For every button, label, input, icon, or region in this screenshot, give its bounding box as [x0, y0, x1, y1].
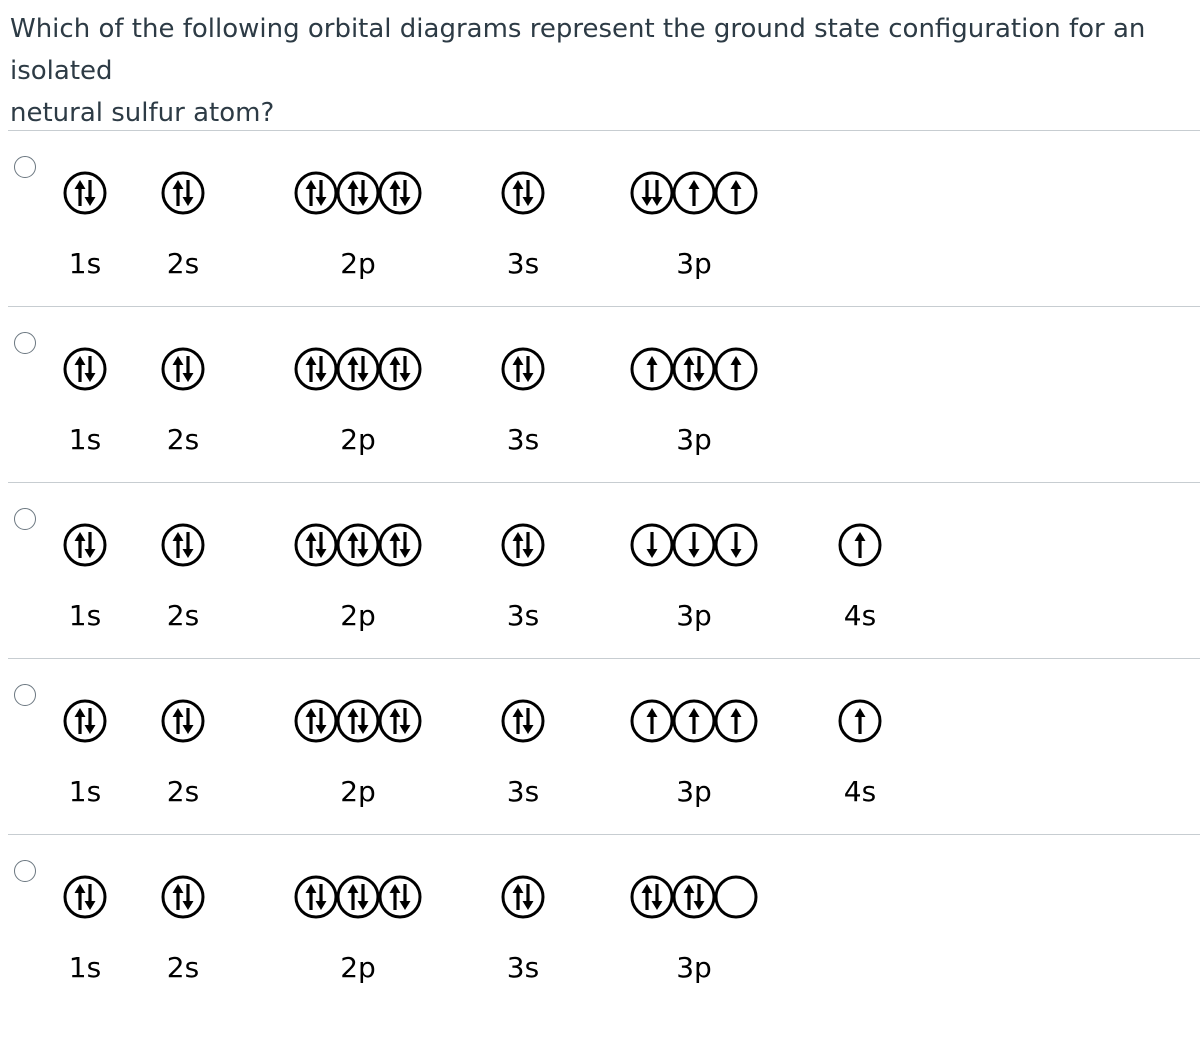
spin-down-arrow	[523, 532, 534, 558]
spin-down-arrow	[183, 356, 194, 382]
spin-down-arrow	[400, 180, 411, 206]
spin-up-arrow	[684, 356, 695, 382]
question-text	[10, 8, 1190, 134]
spin-down-arrow	[652, 180, 663, 206]
orbital-label: 4s	[843, 775, 877, 808]
spin-up-arrow	[173, 884, 184, 910]
spin-up-arrow	[390, 180, 401, 206]
spin-down-arrow	[183, 180, 194, 206]
spin-down-arrow	[316, 532, 327, 558]
option-diagram-4	[65, 701, 880, 808]
orbital-label: 3p	[676, 599, 712, 632]
orbital-label: 3p	[676, 775, 712, 808]
orbital-circle	[380, 701, 420, 741]
spin-up-arrow	[513, 708, 524, 734]
orbital-circle	[716, 877, 756, 917]
spin-down-arrow	[358, 708, 369, 734]
spin-down-arrow	[358, 532, 369, 558]
option-diagram-3	[65, 525, 880, 632]
orbital-circle	[632, 877, 672, 917]
spin-up-arrow	[173, 180, 184, 206]
orbital-label: 3s	[506, 951, 540, 984]
option-divider	[8, 306, 1200, 307]
orbital-label: 3s	[506, 247, 540, 280]
spin-down-arrow	[731, 532, 742, 558]
orbital-circle	[840, 525, 880, 565]
spin-up-arrow	[731, 356, 742, 382]
spin-down-arrow	[400, 532, 411, 558]
orbital-label: 2p	[340, 423, 376, 456]
orbital-label: 2p	[340, 247, 376, 280]
orbital-label: 2s	[166, 247, 200, 280]
spin-down-arrow	[642, 180, 653, 206]
spin-up-arrow	[689, 708, 700, 734]
orbital-circle	[163, 349, 203, 389]
spin-down-arrow	[358, 884, 369, 910]
spin-up-arrow	[173, 532, 184, 558]
spin-up-arrow	[642, 884, 653, 910]
orbital-label: 2s	[166, 951, 200, 984]
option-divider	[8, 834, 1200, 835]
option-radio-2[interactable]	[14, 332, 36, 354]
orbital-label: 1s	[68, 423, 102, 456]
spin-down-arrow	[523, 708, 534, 734]
option-diagram-5	[65, 877, 756, 984]
question-line-1: Which of the following orbital diagrams represent the ground state configuration for an isolated	[10, 14, 1146, 86]
spin-up-arrow	[513, 356, 524, 382]
orbital-circle	[503, 877, 543, 917]
spin-down-arrow	[358, 180, 369, 206]
spin-down-arrow	[85, 532, 96, 558]
spin-down-arrow	[85, 708, 96, 734]
spin-down-arrow	[523, 884, 534, 910]
orbital-circle	[296, 173, 336, 213]
orbital-circle	[674, 349, 714, 389]
orbital-label: 3p	[676, 423, 712, 456]
orbital-circle	[163, 877, 203, 917]
spin-up-arrow	[75, 708, 86, 734]
orbital-label: 3s	[506, 775, 540, 808]
spin-down-arrow	[183, 708, 194, 734]
orbital-label: 2s	[166, 599, 200, 632]
orbital-circle	[338, 877, 378, 917]
spin-up-arrow	[689, 180, 700, 206]
orbital-label: 3p	[676, 951, 712, 984]
orbital-circle	[503, 525, 543, 565]
orbital-circle	[338, 701, 378, 741]
orbital-circle	[716, 173, 756, 213]
orbital-label: 1s	[68, 775, 102, 808]
spin-up-arrow	[684, 884, 695, 910]
orbital-circle	[65, 525, 105, 565]
spin-down-arrow	[85, 884, 96, 910]
spin-up-arrow	[75, 356, 86, 382]
spin-up-arrow	[390, 884, 401, 910]
orbital-label: 1s	[68, 599, 102, 632]
spin-down-arrow	[400, 884, 411, 910]
spin-up-arrow	[647, 708, 658, 734]
orbital-label: 2s	[166, 423, 200, 456]
orbital-circle	[380, 349, 420, 389]
spin-up-arrow	[348, 532, 359, 558]
orbital-circle	[296, 701, 336, 741]
orbital-circle	[380, 173, 420, 213]
spin-up-arrow	[173, 356, 184, 382]
orbital-circle	[163, 701, 203, 741]
spin-down-arrow	[316, 180, 327, 206]
orbital-label: 3p	[676, 247, 712, 280]
spin-down-arrow	[316, 356, 327, 382]
orbital-circle	[296, 525, 336, 565]
orbital-label: 1s	[68, 951, 102, 984]
spin-up-arrow	[855, 532, 866, 558]
spin-up-arrow	[390, 532, 401, 558]
option-radio-3[interactable]	[14, 508, 36, 530]
spin-down-arrow	[358, 356, 369, 382]
option-divider	[8, 482, 1200, 483]
orbital-label: 2p	[340, 951, 376, 984]
orbital-circle	[840, 701, 880, 741]
spin-down-arrow	[652, 884, 663, 910]
orbital-circle	[716, 701, 756, 741]
spin-up-arrow	[348, 356, 359, 382]
spin-up-arrow	[348, 884, 359, 910]
option-radio-5[interactable]	[14, 860, 36, 882]
spin-up-arrow	[647, 356, 658, 382]
option-diagram-1	[65, 173, 756, 280]
spin-down-arrow	[523, 180, 534, 206]
orbital-label: 2s	[166, 775, 200, 808]
orbital-circle	[380, 525, 420, 565]
orbital-circle	[674, 877, 714, 917]
spin-up-arrow	[306, 532, 317, 558]
orbital-circle	[503, 349, 543, 389]
spin-up-arrow	[306, 708, 317, 734]
spin-down-arrow	[523, 356, 534, 382]
spin-up-arrow	[75, 532, 86, 558]
orbital-label: 4s	[843, 599, 877, 632]
spin-down-arrow	[316, 884, 327, 910]
option-radio-4[interactable]	[14, 684, 36, 706]
spin-up-arrow	[513, 180, 524, 206]
spin-up-arrow	[75, 884, 86, 910]
orbital-circle	[65, 701, 105, 741]
spin-down-arrow	[400, 708, 411, 734]
orbital-label: 2p	[340, 775, 376, 808]
option-divider	[8, 130, 1200, 131]
spin-up-arrow	[75, 180, 86, 206]
option-diagram-2	[65, 349, 756, 456]
spin-down-arrow	[400, 356, 411, 382]
spin-up-arrow	[855, 708, 866, 734]
spin-down-arrow	[85, 180, 96, 206]
orbital-label: 2p	[340, 599, 376, 632]
spin-up-arrow	[306, 180, 317, 206]
orbital-circle	[674, 173, 714, 213]
spin-down-arrow	[694, 884, 705, 910]
spin-up-arrow	[390, 708, 401, 734]
orbital-circle	[65, 349, 105, 389]
orbital-circle	[163, 173, 203, 213]
spin-down-arrow	[647, 532, 658, 558]
question-line-2: netural sulfur atom?	[10, 98, 275, 128]
orbital-circle	[65, 877, 105, 917]
orbital-circle	[632, 349, 672, 389]
option-divider	[8, 658, 1200, 659]
spin-up-arrow	[513, 532, 524, 558]
spin-up-arrow	[348, 180, 359, 206]
orbital-circle	[503, 173, 543, 213]
spin-up-arrow	[731, 180, 742, 206]
orbital-circle	[296, 877, 336, 917]
option-radio-1[interactable]	[14, 156, 36, 178]
orbital-circle	[716, 525, 756, 565]
orbital-circle	[338, 349, 378, 389]
spin-up-arrow	[173, 708, 184, 734]
orbital-circle	[338, 173, 378, 213]
orbital-circle	[632, 701, 672, 741]
orbital-label: 3s	[506, 423, 540, 456]
spin-down-arrow	[694, 356, 705, 382]
orbital-circle	[674, 525, 714, 565]
spin-down-arrow	[689, 532, 700, 558]
spin-up-arrow	[306, 884, 317, 910]
spin-down-arrow	[316, 708, 327, 734]
spin-up-arrow	[731, 708, 742, 734]
orbital-circle	[632, 525, 672, 565]
orbital-circle	[632, 173, 672, 213]
orbital-circle	[338, 525, 378, 565]
orbital-label: 1s	[68, 247, 102, 280]
spin-down-arrow	[85, 356, 96, 382]
orbital-circle	[163, 525, 203, 565]
orbital-circle	[674, 701, 714, 741]
spin-up-arrow	[390, 356, 401, 382]
spin-up-arrow	[306, 356, 317, 382]
spin-up-arrow	[348, 708, 359, 734]
spin-down-arrow	[183, 532, 194, 558]
orbital-circle	[716, 349, 756, 389]
orbital-circle	[65, 173, 105, 213]
orbital-label: 3s	[506, 599, 540, 632]
orbital-circle	[380, 877, 420, 917]
orbital-circle	[503, 701, 543, 741]
orbital-circle	[296, 349, 336, 389]
spin-up-arrow	[513, 884, 524, 910]
spin-down-arrow	[183, 884, 194, 910]
